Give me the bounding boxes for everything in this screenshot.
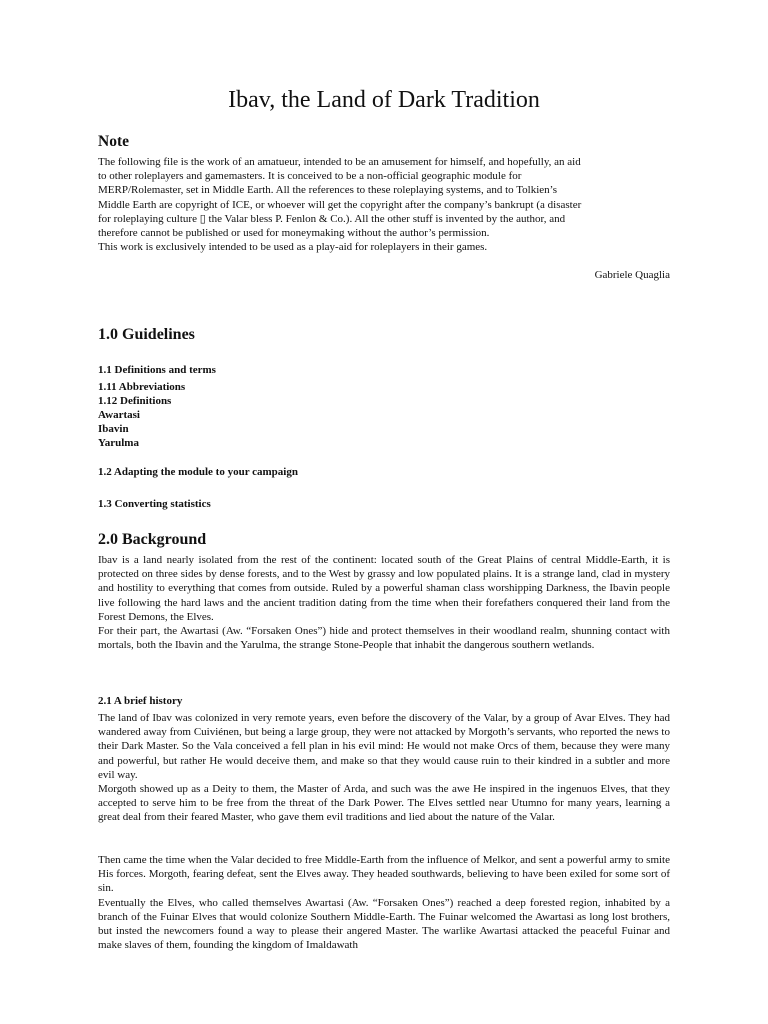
toc-item: 1.12 Definitions [98, 395, 172, 407]
toc-item: 1.3 Converting statistics [98, 498, 211, 510]
background-section [98, 553, 670, 652]
history-section-continued [98, 853, 670, 952]
history-section [98, 711, 670, 825]
history-paragraph-2: Then came the time when the Valar decided to free Middle-Earth from the influence of Melkor, and sent a powerful army to smite His forces. Morgoth, fearing defeat, sent the Elves away. They headed southwards, believing to have been exiled for some sort of sin. Eventually the Elves, who called themselves Awartasi (Aw. “Forsaken Ones”) reached a deep forested region, inhabited by a branch of the Fuinar Elves that would colonize Southern Middle-Earth. The Fuinar welcomed the Awartasi as long lost brothers, but insted the newcomers found a way to please their angered Master. The warlike Awartasi attacked the peaceful Fuinar and make slaves of them, founding the kingdom of Imaldawath [98, 854, 670, 952]
note-paragraph: The following file is the work of an amatueur, intended to be an amusement for himself, and hopefully, an aid to other roleplayers and gamemasters. It is conceived to be a non-official geographic module for MERP/Rolemaster, set in Middle Earth. All the references to these roleplaying systems, and to Tolkien’s Middle Earth are copyright of ICE, or whoever will get the copyright after the company’s bankrupt (a disaster for roleplaying culture ▯ the Valar bless P. Fenlon & Co.). All the other stuff is invented by the author, and therefore cannot be published or used for moneymaking without the author’s permission. This work is exclusively intended to be used as a play-aid for roleplayers in their games. [98, 156, 582, 254]
toc-item: 1.11 Abbreviations [98, 381, 186, 393]
toc-item: Yarulma [98, 437, 139, 449]
toc-item: Awartasi [98, 409, 140, 421]
toc-item: 1.1 Definitions and terms [98, 364, 216, 376]
note-section [98, 155, 670, 254]
document-title: Ibav, the Land of Dark Tradition [228, 87, 540, 113]
toc-item: 1.2 Adapting the module to your campaign [98, 466, 298, 478]
history-heading: 2.1 A brief history [98, 695, 183, 707]
note-heading: Note [98, 133, 129, 150]
background-heading: 2.0 Background [98, 531, 207, 548]
background-paragraph: Ibav is a land nearly isolated from the rest of the continent: located south of the Great Plains of central Middle-Earth, it is protected on three sides by dense forests, and to the West by grassy and low populated plains. It is a strange land, clad in mystery and hostility to everything that comes from outside. Ruled by a powerful shaman class worshipping Darkness, the Ibavin people live following the hard laws and the ancient tradition dating from the time when their forefathers conquered their land from the Forest Demons, the Elves. For their part, the Awartasi (Aw. “Forsaken Ones”) hide and protect themselves in their woodland realm, shunning contact with mortals, both the Ibavin and the Yarulma, the strange Stone-People that inhabit the dangerous southern wetlands. [98, 554, 670, 652]
toc-item: Ibavin [98, 423, 129, 435]
author-name: Gabriele Quaglia [594, 269, 670, 281]
history-paragraph-1: The land of Ibav was colonized in very remote years, even before the discovery of the Valar, by a group of Avar Elves. They had wandered away from Cuiviénen, but being a large group, they were not attacked by Morgoth’s servants, who reported the news to their Dark Master. So the Vala conceived a fell plan in his evil mind: He would not make Orcs of them, because they were many and powerful, but rather He would deceive them, and make so that they would cause ruin to their kindred in a subtler and more evil way. Morgoth showed up as a Deity to them, the Master of Arda, and such was the awe He inspired in the ingenuos Elves, that they accepted to serve him to be free from the threat of the Dark Power. The Elves settled near Utumno for many years, learning a great deal from their feared Master, who gave them evil traditions and lied about the nature of the Valar. [98, 712, 670, 824]
guidelines-heading: 1.0 Guidelines [98, 326, 195, 343]
